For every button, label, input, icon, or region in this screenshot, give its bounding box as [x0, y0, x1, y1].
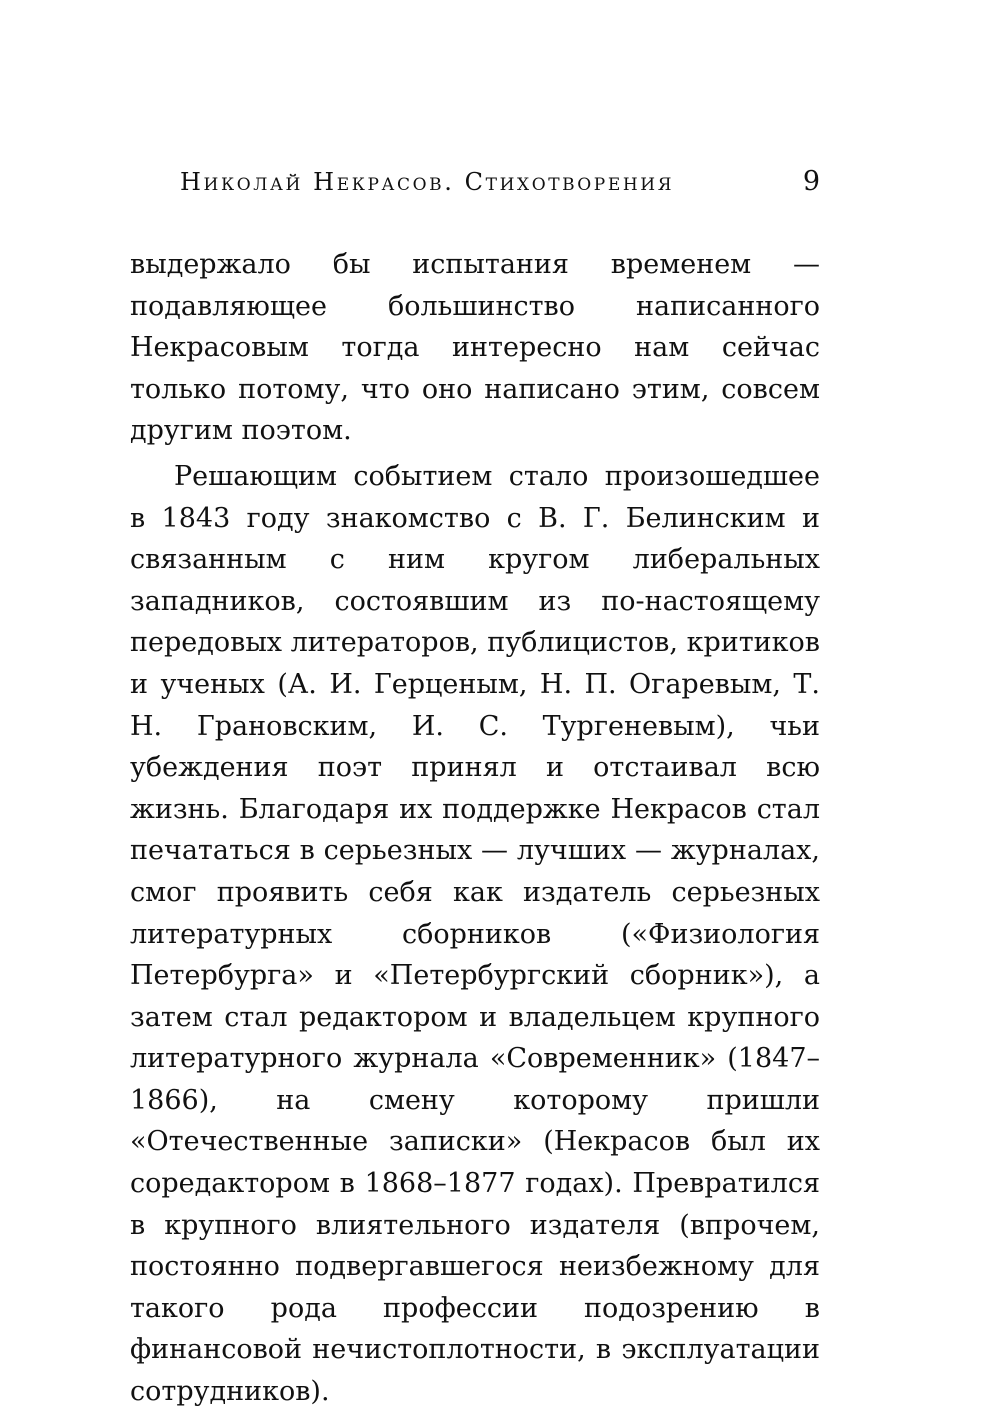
running-header	[180, 168, 820, 204]
paragraph: Решающим событием стало произошедшее в 1843 году знакомство с В. Г. Белинским и связанным с ним кругом либеральных западников, состоявшим из по-настоящему передовых литераторов, публицистов, критиков и ученых (А. И. Герценым, Н. П. Огаревым, Т. Н. Грановским, И. С. Тургеневым), чьи убеждения поэт принял и отстаивал всю жизнь. Благодаря их поддержке Некрасов стал печататься в серьезных — лучших — журналах, смог проявить себя как издатель серьезных литературных сборников («Физиология Петербурга» и «Петербургский сборник»), а затем стал редактором и владельцем крупного литературного журнала «Современник» (1847–1866), на смену которому пришли «Отечественные записки» (Некрасов был их соредактором в 1868–1877 годах). Превратился в крупного влиятельного издателя (впрочем, постоянно подвергавшегося неизбежному для такого рода профессии подозрению в финансовой нечистоплотности, в эксплуатации сотрудников).	[130, 460, 820, 1408]
running-title: Николай Некрасов. Стихотворения	[180, 168, 675, 196]
body-text	[130, 244, 820, 1413]
paragraph-continued: выдержало бы испытания временем — подавляющее большинство написанного Некрасовым тогда интересно нам сейчас только потому, что оно написано этим, совсем другим поэтом.	[130, 249, 820, 447]
page-number: 9	[802, 166, 820, 197]
